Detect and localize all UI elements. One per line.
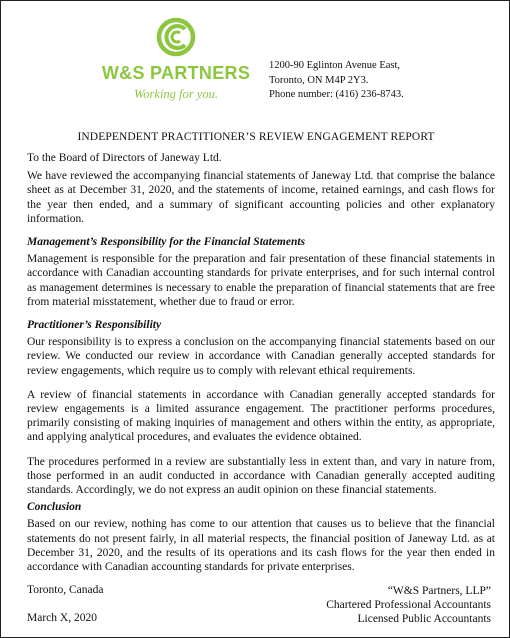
swirl-logo-icon xyxy=(156,15,196,59)
signature-block xyxy=(326,584,491,626)
signature-designation-1: Chartered Professional Accountants xyxy=(326,599,491,611)
phone-number: Phone number: (416) 236-8743. xyxy=(269,89,404,100)
report-body xyxy=(27,151,495,581)
address-line-2: Toronto, ON M4P 2Y3. xyxy=(269,74,369,86)
management-heading: Management’s Responsibility for the Financial Statements xyxy=(27,236,306,249)
practitioner-paragraph-2: A review of financial statements in accordance with Canadian generally accepted standards for review engagements is a limited assurance engagement. The practitioner performs procedures, primarily consisting of making inquiries of management and others within the entity, as appropriate, and applying analytical procedures, and evaluates the evidence obtained. xyxy=(27,388,495,444)
practitioner-paragraph-1: Our responsibility is to express a conclusion on the accompanying financial statements based on our review. We conducted our review in accordance with Canadian generally accepted standards for review engagements, which require us to comply with relevant ethical requirements. xyxy=(27,336,495,377)
logo-firm-name: W&S PARTNERS xyxy=(101,63,251,83)
conclusion-heading: Conclusion xyxy=(27,501,82,514)
signature-date: March X, 2020 xyxy=(27,612,97,624)
management-paragraph: Management is responsible for the preparation and fair presentation of these financial statements in accordance with Canadian accounting standards for private enterprises, and for such internal control as management determines is necessary to enable the preparation of financial statements that are free from material misstatement, whether due to fraud or error. xyxy=(27,253,495,308)
conclusion-paragraph: Based on our review, nothing has come to our attention that causes us to believe that the financial statements do not present fairly, in all material respects, the financial position of Janeway Ltd. as at December 31, 2020, and the results of its operations and its cash flows for the year then ended in accordance with Canadian accounting standards for private enterprises. xyxy=(27,518,495,574)
practitioner-paragraph-3: The procedures performed in a review are substantially less in extent than, and vary in nature from, those performed in an audit conducted in accordance with Canadian generally accepted auditing standards. Accordingly, we do not express an audit opinion on these financial statements. xyxy=(27,455,495,497)
firm-logo xyxy=(101,15,251,105)
salutation: To the Board of Directors of Janeway Ltd. xyxy=(27,152,222,164)
report-title: INDEPENDENT PRACTITIONER’S REVIEW ENGAGEMENT REPORT xyxy=(77,131,435,143)
signature-firm: “W&S Partners, LLP” xyxy=(387,585,491,597)
logo-tagline: Working for you. xyxy=(134,87,218,101)
practitioner-heading: Practitioner’s Responsibility xyxy=(27,319,162,332)
intro-paragraph: We have reviewed the accompanying financial statements of Janeway Ltd. that comprise the balance sheet as at December 31, 2020, and the statements of income, retained earnings, and cash flows for the year then ended, and a summary of significant accounting policies and other explanatory information. xyxy=(27,170,495,225)
address-line-1: 1200-90 Eglinton Avenue East, xyxy=(269,60,401,71)
signature-city: Toronto, Canada xyxy=(27,584,104,596)
signature-designation-2: Licensed Public Accountants xyxy=(357,613,491,625)
firm-address xyxy=(269,59,404,103)
